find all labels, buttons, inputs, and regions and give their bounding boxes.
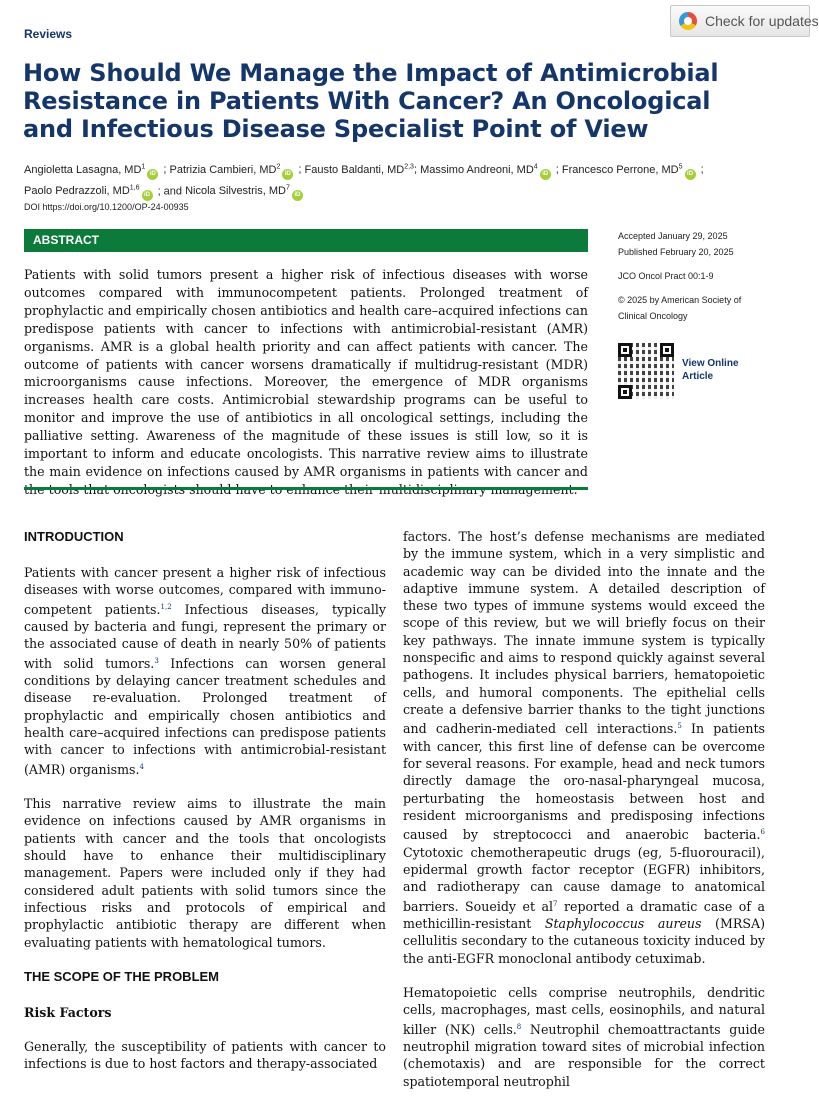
crossmark-icon	[679, 12, 697, 30]
copyright-line-2: Clinical Oncology	[618, 311, 688, 321]
intro-paragraph-1: Patients with cancer present a higher risk of infectious diseases with worse outcomes, compared with immuno-competent patients.$^{1,2}$ Infectious diseases, typically caused by bacteria and fungi, represent the primary or the associated cause of death in nearly 50% of patients with solid tumors.$^3$ Infections can worsen general conditions by delaying cancer treatment schedules and disease re-evaluation. Prolonged treatment of prophylactic and empirically chosen antibiotics and health care–acquired infections can predispose patients with cancer to infections with antimicrobial-resistant (AMR) organisms.$^4$	[24, 565, 386, 777]
qr-finder-icon	[618, 343, 632, 357]
author-2[interactable]: Patrizia Cambieri, $MD^2$	[169, 163, 281, 176]
accepted-date: Accepted January 29, 2025	[618, 231, 728, 241]
author-list: Angioletta Lasagna, $MD^1iD$ ; Patrizia Cambieri, $MD^2iD$ ; Fausto Baldanti, MD$^{2,3}$; Massimo Andreoni, $MD^4iD$ ; Francesco Perrone, $MD^5iD$ ; Paolo Pedrazzoli, MD$^{1,6}$iD ; and Nicola Silvestris, $MD^7iD$	[24, 158, 744, 201]
copyright-line-1: © 2025 by American Society of	[618, 295, 742, 305]
risk-factors-heading: Risk Factors	[24, 1004, 112, 1020]
citation-link[interactable]: 1,2	[160, 602, 172, 611]
author-4[interactable]: Massimo Andreoni, $MD^4$	[420, 163, 538, 176]
author-7[interactable]: Nicola Silvestris, $MD^7$	[185, 184, 290, 198]
orcid-icon[interactable]: iD	[685, 169, 696, 180]
article-meta	[618, 228, 788, 324]
left-column	[24, 528, 386, 1090]
abstract-text: Patients with solid tumors present a higher risk of infectious diseases with worse outcomes compared with immunocompetent patients. Prolonged treatment of prophylactic and empirically chosen antibiotics and health care–acquired infections can predispose patients with cancer to infections with antimicrobial-resistant (AMR) organisms. AMR is a global health priority and can affect patients with cancer. The outcome of patients with cancer worsens dramatically if multidrug-resistant (MDR) microorganisms cause infections. Moreover, the emergence of MDR organisms increases health care costs. Antimicrobial stewardship programs can be useful to monitor and improve the use of antibiotics in all oncological settings, including the palliative setting. Awareness of the magnitude of these issues is still low, so it is important to inform and educate oncologists. This narrative review aims to illustrate the main evidence on infections caused by AMR organisms in patients with cancer and	[24, 267, 588, 479]
doi-link[interactable]: DOI https://doi.org/10.1200/OP-24-00935	[24, 202, 189, 212]
scope-heading: THE SCOPE OF THE PROBLEM	[24, 968, 220, 984]
citation-link[interactable]: 8	[516, 1022, 522, 1031]
article-title: How Should We Manage the Impact of Antimicrobial Resistance in Patients With Cancer? An Oncological and Infectious Disease Specialist Point of View	[23, 59, 719, 143]
host-factors-paragraph: factors. The host’s defense mechanisms are mediated by the immune system, which in a very simplistic and academic way can be divided into the innate and the adaptive immune system. A detailed description of these two types of immune systems would exceed the scope of this review, but we will briefly focus on their key pathways. The innate immune system is typically nonspecific and aims to respond quickly against several pathogens. It includes physical barriers, hematopoietic cells, and humoral components. The epithelial cells create a defensive barrier thanks to the tight junctions and cadherin-mediated cell interactions.$^5$ In patients with cancer, this first line of defense can be overcome for several reasons. For example, head and neck tumors directly damage the oro-nasal-pharyngeal mucosa, perturbating the homeostasis between host and resident microorganisms and predisposing infections caused by streptococci and anaerobic bacteria.$^6$ Cytotoxic chemotherapeutic drugs (eg, 5-fluorouracil), epidermal growth factor receptor (EGFR) inhibitors, and radiotherapy can cause damage to anatomical barriers. Soueidy et $al^7$ reported a dramatic case of a methicillin-resistant Staphylococcus aureus (MRSA) cellulitis secondary to the cutaneous toxicity induced by the anti-EGFR monoclonal antibody cetuximab.	[403, 529, 765, 966]
journal-citation: JCO Oncol Pract 00:1-9	[618, 271, 714, 281]
orcid-icon[interactable]: iD	[282, 169, 293, 180]
abstract-divider	[24, 487, 588, 490]
check-for-updates-label: Check for updates	[705, 13, 819, 29]
orcid-icon[interactable]: iD	[292, 190, 303, 201]
citation-link[interactable]: 6	[760, 828, 765, 837]
citation-link[interactable]: 3	[154, 656, 159, 665]
author-5[interactable]: Francesco Perrone, $MD^5$	[561, 163, 683, 176]
published-date: Published February 20, 2025	[618, 247, 734, 257]
author-1[interactable]: Angioletta Lasagna, $MD^1$	[24, 163, 146, 176]
risk-paragraph: Generally, the susceptibility of patients with cancer to infections is due to host factors and therapy-associated	[24, 1039, 386, 1072]
section-label: Reviews	[24, 27, 73, 41]
orcid-icon[interactable]: iD	[147, 169, 158, 180]
author-3[interactable]: Fausto Baldanti, MD$^{2,3}$	[304, 163, 414, 176]
orcid-icon[interactable]: iD	[142, 190, 153, 201]
check-for-updates-button[interactable]	[670, 5, 819, 37]
abstract-heading: ABSTRACT	[24, 229, 588, 252]
orcid-icon[interactable]: iD	[540, 169, 551, 180]
citation-link[interactable]: 4	[139, 762, 144, 771]
citation-link[interactable]: 7	[553, 899, 558, 908]
introduction-heading: INTRODUCTION	[24, 529, 124, 544]
view-online-link[interactable]: View Online Article	[682, 358, 739, 382]
citation-link[interactable]: 5	[677, 722, 682, 731]
hematopoietic-paragraph: Hematopoietic cells comprise neutrophils, dendritic cells, macrophages, mast cells, eosinophils, and natural killer (NK) cells.$^8$ Neutrophil chemoattractants guide neutrophil migration toward sites of microbial infection (chemotaxis) and are responsible for the correct spatiotemporal neutrophil	[403, 984, 765, 1089]
intro-paragraph-2: This narrative review aims to illustrate the main evidence on infections caused by AMR organisms in patients with cancer and the tools that oncologists should have to enhance their multidisciplinary management. Papers were included only if they had considered adult patients with solid tumors since the infectious risks and protocols of empirical and prophylactic antibiotic therapy are different when evaluating patients with hematological tumors.	[24, 796, 386, 950]
right-column	[403, 528, 765, 1107]
qr-finder-icon	[660, 343, 674, 357]
qr-finder-icon	[618, 385, 632, 399]
author-6[interactable]: Paolo Pedrazzoli, MD$^{1,6}$	[24, 184, 140, 198]
